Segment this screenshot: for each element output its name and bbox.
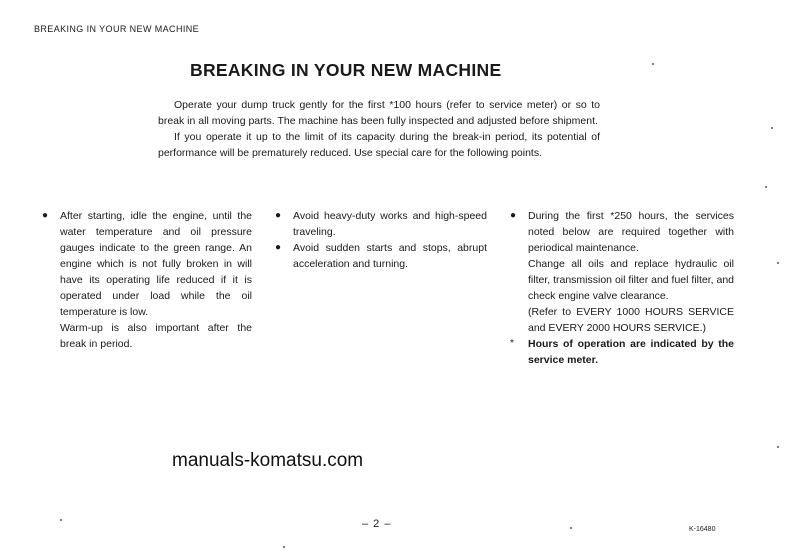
scan-speck [60,519,62,521]
intro-paragraph-1: Operate your dump truck gently for the first *100 hours (refer to service meter) or so to break in all moving parts. The machine has been fully inspected and adjusted before shipment. [158,99,600,127]
left-column [42,208,252,352]
scan-speck [570,527,572,529]
scan-speck [652,63,654,65]
bullet-icon: ● [275,242,282,253]
service-meter-note [510,336,734,368]
warmup-text-2: Warm-up is also important after the break in period. [60,322,252,350]
bullet-icon: ● [510,210,517,221]
intro-section [158,97,600,161]
service-meter-note-text: Hours of operation are indicated by the service meter. [528,338,734,366]
refer-to-service-text: (Refer to EVERY 1000 HOURS SERVICE and EVERY 2000 HOURS SERVICE.) [528,306,734,334]
list-item-heavy-duty [275,208,487,240]
running-head: BREAKING IN YOUR NEW MACHINE [34,24,200,34]
scan-speck [283,546,285,548]
scan-speck [771,127,773,129]
warmup-text: After starting, idle the engine, until the water temperature and oil pressure gauges indicate to the green range. An engine which is not fully broken in will have its operating life reduced if it is operated under load while the oil temperature is low. [60,210,252,318]
list-item-warmup [42,208,252,352]
middle-column [275,208,487,272]
scan-speck [765,186,767,188]
bullet-icon: ● [275,210,282,221]
list-item-sudden-starts [275,240,487,272]
page-title: BREAKING IN YOUR NEW MACHINE [190,60,502,80]
watermark-text: manuals-komatsu.com [172,450,364,471]
first-250-hours-text: During the first *250 hours, the services noted below are required together with periodical maintenance. [528,210,734,254]
right-column [510,208,734,368]
heavy-duty-text: Avoid heavy-duty works and high-speed traveling. [293,210,487,238]
asterisk-icon: * [510,338,514,349]
bullet-icon: ● [42,210,49,221]
document-code: K-16480 [689,526,716,533]
list-item-first-250-hours [510,208,734,336]
page-number: – 2 – [362,518,392,530]
scan-speck [777,446,779,448]
scan-speck [777,262,779,264]
intro-paragraph-2: If you operate it up to the limit of its capacity during the break-in period, its potential of performance will be prematurely reduced. Use special care for the following points. [158,131,600,159]
oil-filter-text: Change all oils and replace hydraulic oil filter, transmission oil filter and fuel filter, and check engine valve clearance. [528,258,735,302]
sudden-starts-text: Avoid sudden starts and stops, abrupt acceleration and turning. [293,242,487,270]
